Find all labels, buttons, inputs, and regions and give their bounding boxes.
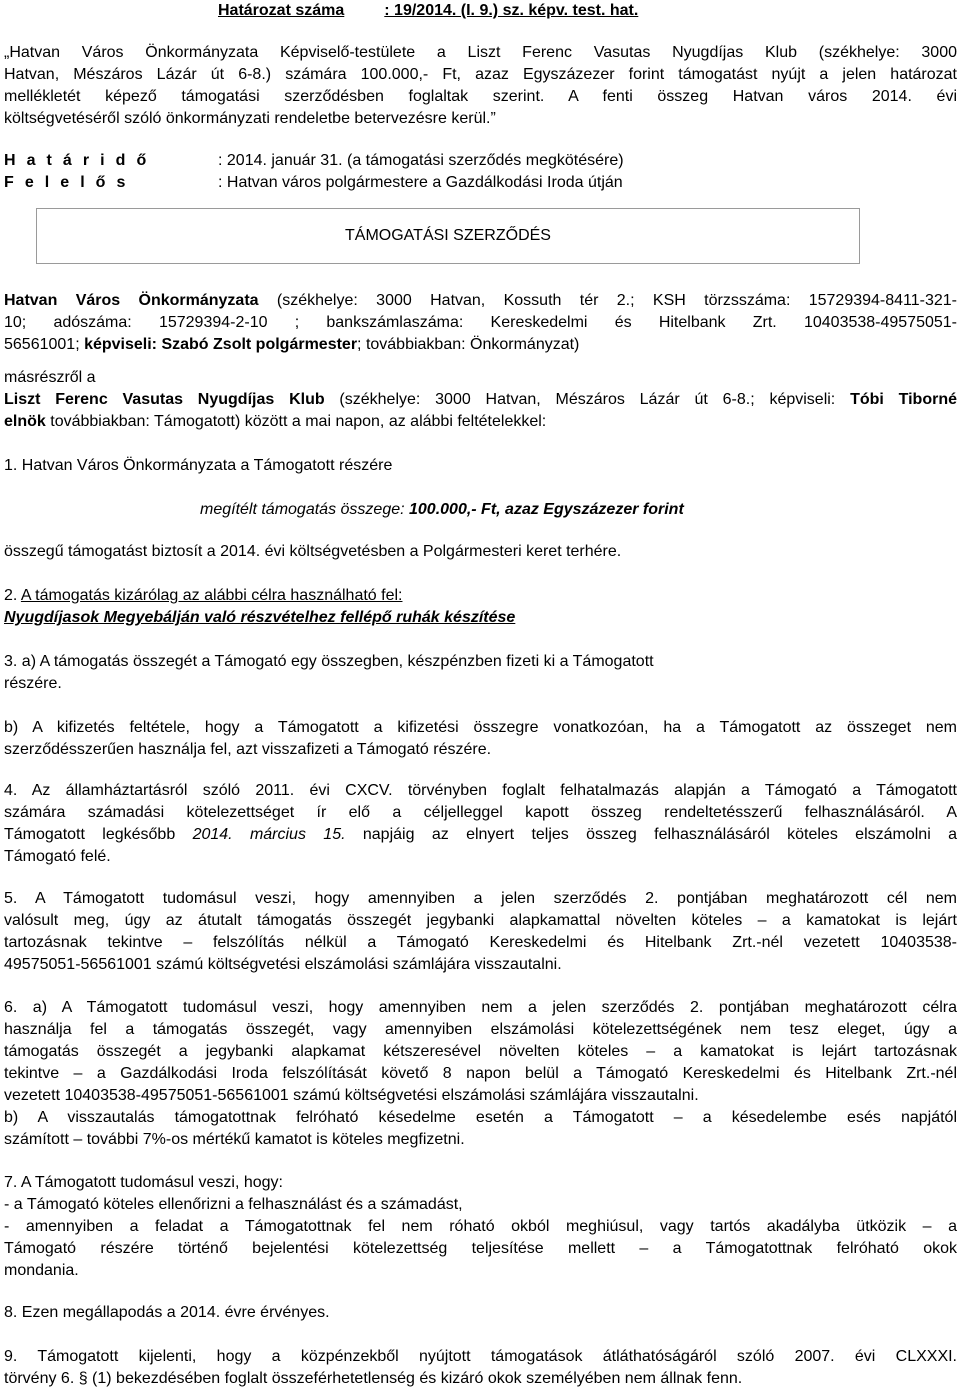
- support-amount-value: 100.000,- Ft, azaz Egyszázezer forint: [409, 501, 684, 518]
- contract-title: TÁMOGATÁSI SZERZŐDÉS: [345, 227, 551, 244]
- section-5-line: valósult meg, úgy az átutalt támogatás összegét jegybanki alapkamattal növelten köteles – a kamatokat is lejárt: [4, 912, 957, 929]
- section-6-line: vezetett 10403538-49575051-56561001 számú költségvetési elszámolási számlájára visszautalni.: [4, 1087, 699, 1104]
- contract-title-box: [36, 208, 860, 264]
- section-6-line: tekintve – a Gazdálkodási Iroda felszólítását követő 8 napon belül a Támogató Kereskedelmi és Hitelbank Zrt.-nél: [4, 1065, 957, 1082]
- section-6-line: b) A visszautalás támogatottnak felróható késedelme esetén a Támogatott – a késedelembe esés napjától: [4, 1109, 957, 1126]
- section-6-line: használja fel a támogatás összegét, vagy amennyiben elszámolási kötelezettségének nem tesz eleget, úgy a: [4, 1021, 957, 1038]
- section-8: 8. Ezen megállapodás a 2014. évre érvényes.: [4, 1304, 330, 1321]
- section-2-heading: 2. A támogatás kizárólag az alábbi célra használható fel:: [4, 587, 403, 604]
- section-9: [4, 1346, 957, 1390]
- section-3b: [4, 717, 957, 761]
- party-2-name: Liszt Ferenc Vasutas Nyugdíjas Klub: [4, 391, 325, 408]
- section-7-line: mondania.: [4, 1262, 79, 1279]
- resolution-number-label: Határozat száma: [218, 2, 345, 19]
- party-line: Liszt Ferenc Vasutas Nyugdíjas Klub (székhelye: 3000 Hatvan, Mészáros Lázár út 6-8.; képviseli: Tóbi Tiborné: [4, 391, 958, 408]
- party-club: [4, 389, 957, 433]
- section-6-line: számított – további 7%-os mértékű kamatot is köteles megfizetni.: [4, 1131, 465, 1148]
- section-3a: [4, 651, 957, 695]
- section-9-line: 9. Támogatott kijelenti, hogy a közpénzekből nyújtott támogatások átláthatóságáról szóló 2007. évi CLXXXI.: [4, 1348, 957, 1365]
- party-municipality: [4, 290, 957, 356]
- responsible-row: [4, 172, 957, 194]
- settlement-deadline: 2014. március 15.: [192, 826, 346, 843]
- section-3a-line: részére.: [4, 675, 62, 692]
- party-1-representative: képviseli: Szabó Zsolt polgármester: [84, 336, 358, 353]
- section-1-text: összegű támogatást biztosít a 2014. évi költségvetésben a Polgármesteri keret terhére.: [4, 543, 622, 560]
- party-1-name: Hatvan Város Önkormányzata: [4, 292, 259, 309]
- party-line: elnök továbbiakban: Támogatott) között a mai napon, az alábbi feltételekkel:: [4, 413, 547, 430]
- section-5: [4, 888, 957, 976]
- resolution-line: „Hatvan Város Önkormányzata Képviselő-testülete a Liszt Ferenc Vasutas Nyugdíjas Klub (székhelye: 3000: [4, 44, 957, 61]
- support-amount: [200, 499, 900, 521]
- section-9-line: törvény 6. § (1) bekezdésében foglalt összeférhetetlenség és kizáró okok személyében nem állnak fenn.: [4, 1370, 743, 1387]
- resolution-text: [4, 42, 957, 130]
- section-4-line: számára számadási kötelezettséget ír elő a céljelleggel kapott összeg rendeltetésszerű felhasználásáról. A: [4, 804, 957, 821]
- section-3b-line: b) A kifizetés feltétele, hogy a Támogatott a kifizetési összegre vonatkozóan, ha a Támogatott az összeget nem: [4, 719, 957, 736]
- section-6: [4, 997, 957, 1151]
- section-3b-line: szerződésszerűen használja fel, azt visszafizeti a Támogató részére.: [4, 741, 492, 758]
- section-5-line: tartozásnak tekintve – felszólítás nélkül a Támogató Kereskedelmi és Hitelbank Zrt.-nél vezetett 10403538-: [4, 934, 957, 951]
- section-2-purpose: Nyugdíjasok Megyebálján való részvételhez fellépő ruhák készítése: [4, 609, 516, 626]
- section-5-line: 5. A Támogatott tudomásul veszi, hogy amennyiben a jelen szerződés 2. pontjában meghatározott cél nem: [4, 890, 957, 907]
- between-text: másrészről a: [4, 369, 96, 386]
- section-7-line: Támogató részére történő bejelentési kötelezettség teljesítése mellett – a Támogatottnak felróható okok: [4, 1240, 957, 1257]
- resolution-number-heading: [218, 0, 638, 22]
- deadline-row: [4, 150, 957, 172]
- responsible-value: : Hatvan város polgármestere a Gazdálkodási Iroda útján: [218, 174, 623, 191]
- section-4-line: Támogató felé.: [4, 848, 111, 865]
- section-1-heading: 1. Hatvan Város Önkormányzata a Támogatott részére: [4, 457, 393, 474]
- section-7-line: - a Támogató köteles ellenőrizni a felhasználást és a számadást,: [4, 1196, 463, 1213]
- deadline-value: : 2014. január 31. (a támogatási szerződés megkötésére): [218, 152, 624, 169]
- deadline-label: H a t á r i d ő: [4, 152, 150, 169]
- section-7: [4, 1172, 957, 1282]
- party-line: 56561001; képviseli: Szabó Zsolt polgármester; továbbiakban: Önkormányzat): [4, 336, 580, 353]
- section-4-line: 4. Az államháztartásról szóló 2011. évi CXCV. törvényben foglalt felhatalmazás alapján a Támogató a Támogatott: [4, 782, 957, 799]
- resolution-line: költségvetéséről szóló önkormányzati rendeletbe betervezésre kerül.”: [4, 110, 496, 127]
- section-4-line: Támogatott legkésőbb 2014. március 15. napjáig az elnyert teljes összeg felhasználásáról köteles elszámolni a: [4, 826, 957, 843]
- responsible-label: F e l e l ő s: [4, 174, 129, 191]
- party-line: Hatvan Város Önkormányzata (székhelye: 3000 Hatvan, Kossuth tér 2.; KSH törzsszáma: 15729394-8411-321-: [4, 292, 958, 309]
- support-amount-label: megítélt támogatás összege:: [200, 501, 409, 518]
- resolution-line: Hatvan, Mészáros Lázár út 6-8.) számára 100.000,- Ft, azaz Egyszázezer forint támogatást nyújt a jelen határozat: [4, 66, 957, 83]
- section-6-line: támogatás összegét a jegybanki alapkamat kétszeresével növelten köteles – a kamatokat is lejárt tartozásnak: [4, 1043, 957, 1060]
- section-5-line: 49575051-56561001 számú költségvetési elszámolási számlájára visszautalni.: [4, 956, 562, 973]
- section-3a-line: 3. a) A támogatás összegét a Támogató egy összegben, készpénzben fizeti ki a Támogatott: [4, 653, 654, 670]
- section-6-line: 6. a) A Támogatott tudomásul veszi, hogy amennyiben nem a jelen szerződés 2. pontjában meghatározott célra: [4, 999, 957, 1016]
- party-line: 10; adószáma: 15729394-2-10 ; bankszámlaszáma: Kereskedelmi és Hitelbank Zrt. 10403538-49575051-: [4, 314, 957, 331]
- party-2-representative: Tóbi Tiborné: [850, 391, 958, 408]
- resolution-number-value: : 19/2014. (I. 9.) sz. képv. test. hat.: [384, 2, 639, 19]
- section-7-line: 7. A Támogatott tudomásul veszi, hogy:: [4, 1174, 283, 1191]
- section-7-line: - amennyiben a feladat a Támogatottnak fel nem róható okból meghiúsul, vagy tartós akadályba ütközik – a: [4, 1218, 957, 1235]
- resolution-line: mellékletét képező támogatási szerződésben foglaltak szerint. A fenti összeg Hatvan város 2014. évi: [4, 88, 957, 105]
- section-4: [4, 780, 957, 868]
